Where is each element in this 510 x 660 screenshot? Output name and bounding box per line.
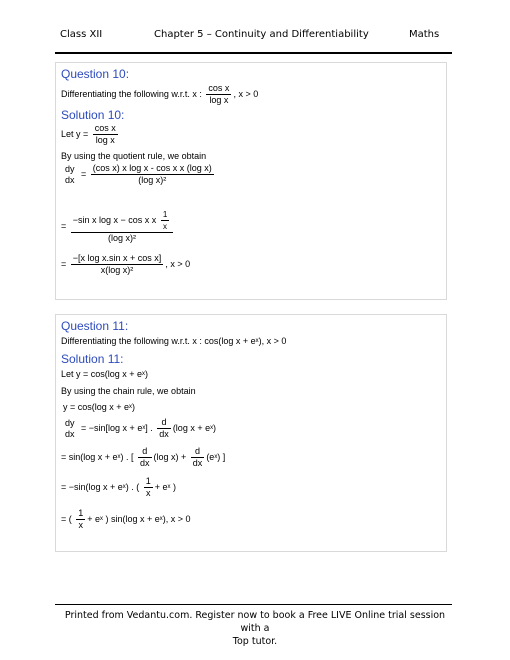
chain-step-3 xyxy=(61,476,176,499)
question-fraction xyxy=(206,83,231,106)
fraction-denominator: log x xyxy=(209,95,229,105)
question-heading: Question 10: xyxy=(61,67,130,81)
derivative-step-1: dy dx = $\frac{\text{(cos x) x log x - cos x x (log x)}}{\text{(log x)²}}$ xyxy=(65,163,212,185)
fraction-denominator: (log x)² xyxy=(138,175,167,185)
footer-divider xyxy=(55,604,452,605)
dx-label: dx xyxy=(159,429,169,439)
let-text: Let y = xyxy=(61,128,89,139)
dx-label: dx xyxy=(65,174,75,185)
step2-numerator-text: −sin x log x − cos x x xyxy=(72,214,157,225)
question-11-card xyxy=(55,314,447,552)
dy-dx xyxy=(63,164,77,186)
condition: , x > 0 xyxy=(165,258,191,269)
dy-dx xyxy=(63,418,77,440)
rule-text: By using the chain rule, we obtain xyxy=(61,386,196,396)
subject-label: Maths xyxy=(409,29,440,40)
d-dx xyxy=(157,417,171,440)
step2-head: = sin(log x + eˣ) . [ xyxy=(61,451,134,462)
step1-text: = −sin[log x + eˣ] . xyxy=(81,422,153,433)
fraction-numerator: cos x xyxy=(94,123,116,133)
numerator-one: 1 xyxy=(78,508,84,518)
header-divider xyxy=(55,52,452,54)
d-label: d xyxy=(191,446,205,458)
fraction-denominator: x(log x)² xyxy=(100,265,134,275)
inner-numerator: 1 xyxy=(162,210,168,219)
question-10-card xyxy=(55,62,447,300)
dx-label: dx xyxy=(140,458,150,468)
one-over-x xyxy=(144,476,153,499)
step2-tail: (eˣ) ] xyxy=(206,451,226,462)
step4-head: = ( xyxy=(61,513,72,524)
fraction-numerator: cos x xyxy=(208,83,230,93)
dx-label: dx xyxy=(192,458,203,468)
dy-label: dy xyxy=(65,417,75,428)
derivative-step-2: = −sin x log x − cos x x $\frac{1}{x}$ (log x)² xyxy=(61,209,175,244)
d-dx xyxy=(138,446,152,469)
quotient-fraction xyxy=(91,163,214,186)
fraction-numerator: −[x log x.sin x + cos x] xyxy=(72,253,162,263)
inner-fraction xyxy=(161,209,169,232)
question-prompt: Differentiating the following w.r.t. x : xyxy=(61,88,202,99)
question-text xyxy=(61,83,258,106)
d-label: d xyxy=(138,446,152,458)
denominator-x: x xyxy=(78,520,84,530)
one-over-x xyxy=(76,508,85,531)
rule-text: By using the quotient rule, we obtain xyxy=(61,151,207,161)
inner-denominator: x xyxy=(163,222,168,231)
question-heading: Question 11: xyxy=(61,319,129,333)
let-statement: Let y = cos(log x + eˣ) xyxy=(61,369,148,379)
chain-step-1 xyxy=(61,417,216,440)
step2-mid: (log x) + xyxy=(153,451,187,462)
footer-line-2: Top tutor. xyxy=(232,636,278,647)
fraction-denominator: (log x)² xyxy=(108,233,137,243)
solution-heading: Solution 10: xyxy=(61,108,125,122)
footer-line-1: Printed from Vedantu.com. Register now to book a Free LIVE Online trial session with a xyxy=(64,610,446,634)
chain-step-4 xyxy=(61,508,191,531)
solution-heading: Solution 11: xyxy=(61,352,124,366)
step3-fraction xyxy=(71,253,164,276)
chapter-title: Chapter 5 – Continuity and Differentiability xyxy=(154,29,369,40)
fraction-numerator: (cos x) x log x - cos x x (log x) xyxy=(92,163,212,173)
page-footer xyxy=(60,609,450,648)
fraction-denominator: log x xyxy=(95,135,115,145)
class-label: Class XII xyxy=(60,29,103,40)
chain-step-2 xyxy=(61,446,225,469)
chain-step-0: y = cos(log x + eˣ) xyxy=(63,402,135,412)
denominator-x: x xyxy=(146,488,151,498)
d-dx xyxy=(191,446,205,469)
question-text: Differentiating the following w.r.t. x : cos(log x + eˣ), x > 0 xyxy=(61,336,287,346)
dx-label: dx xyxy=(65,428,75,439)
let-statement xyxy=(61,123,120,146)
derivative-step-3: = $\frac{\text{−[x log x.sin x + cos x]}}{\text{x(log x)²}}$ , x > 0 xyxy=(61,253,191,275)
let-fraction xyxy=(93,123,118,146)
step1-tail: (log x + eˣ) xyxy=(172,422,217,433)
step3-tail: + eˣ ) xyxy=(154,481,176,492)
page-header xyxy=(0,0,510,54)
dy-label: dy xyxy=(65,163,75,174)
fraction-numerator xyxy=(71,209,174,233)
numerator-one: 1 xyxy=(145,476,151,486)
step3-head: = −sin(log x + eˣ) . ( xyxy=(61,481,140,492)
step2-fraction xyxy=(71,209,174,244)
d-label: d xyxy=(157,417,171,429)
step4-tail: + eˣ ) sin(log x + eˣ), x > 0 xyxy=(87,513,191,524)
question-condition: , x > 0 xyxy=(233,88,259,99)
